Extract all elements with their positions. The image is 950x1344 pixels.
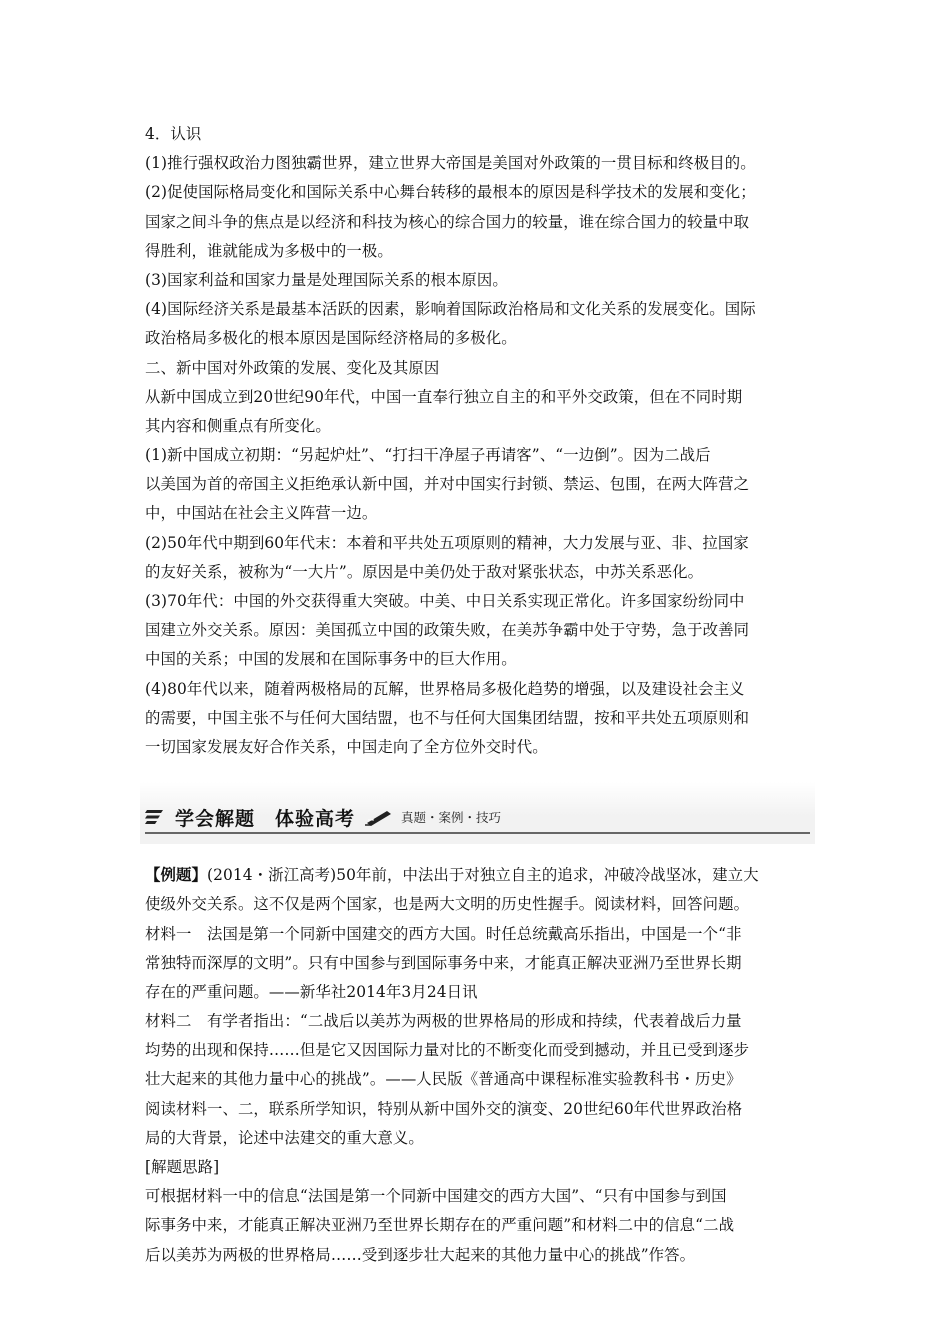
example-first-text: (2014・浙江高考)50年前，中法出于对独立自主的追求，冲破冷战坚冰，建立大 xyxy=(206,866,759,885)
example-text-line: 壮大起来的其他力量中心的挑战”。——人民版《普通高中课程标准实验教科书・历史》 xyxy=(145,1070,742,1089)
banner-title-learn: 学会解题 xyxy=(175,807,256,830)
text-line: 一切国家发展友好合作关系，中国走向了全方位外交时代。 xyxy=(145,737,548,756)
example-first-line xyxy=(145,861,810,890)
example-text-line: 存在的严重问题。——新华社2014年3月24日讯 xyxy=(145,982,478,1001)
document-body xyxy=(145,120,810,1270)
text-line: 的友好关系，被称为“一大片”。原因是中美仍处于敌对紧张状态，中苏关系恶化。 xyxy=(145,562,704,581)
example-text-line: 常独特而深厚的文明”。只有中国参与到国际事务中来，才能真正解决亚洲乃至世界长期 xyxy=(145,953,742,972)
example-text-line: 材料一 法国是第一个同新中国建交的西方大国。时任总统戴高乐指出，中国是一个“非 xyxy=(145,924,742,943)
pen-icon xyxy=(365,808,393,826)
example-lines xyxy=(145,890,810,1269)
example-text-line: 均势的出现和保持……但是它又因国际力量对比的不断变化而受到撼动，并且已受到逐步 xyxy=(145,1041,750,1060)
banner-row xyxy=(145,800,501,834)
text-line: 以美国为首的帝国主义拒绝承认新中国，并对中国实行封锁、禁运、包围，在两大阵营之 xyxy=(145,475,750,494)
text-line: 4．认识 xyxy=(145,125,202,143)
text-line: (1)推行强权政治力图独霸世界，建立世界大帝国是美国对外政策的一贯目标和终极目的。 xyxy=(145,154,756,173)
banner-subtitle: 真题・案例・技巧 xyxy=(401,810,502,826)
example-text-line: 阅读材料一、二，联系所学知识，特别从新中国外交的演变、20世纪60年代世界政治格 xyxy=(145,1099,743,1118)
text-line: (1)新中国成立初期：“另起炉灶”、“打扫干净屋子再请客”、“一边倒”。因为二战后 xyxy=(145,446,711,465)
text-line: 其内容和侧重点有所变化。 xyxy=(145,416,331,435)
example-text-line: 后以美苏为两极的世界格局……受到逐步壮大起来的其他力量中心的挑战”作答。 xyxy=(145,1245,696,1264)
text-line: 国家之间斗争的焦点是以经济和科技为核心的综合国力的较量，谁在综合国力的较量中取 xyxy=(145,212,750,231)
example-text-line: [解题思路] xyxy=(145,1158,220,1176)
banner-title-exam: 体验高考 xyxy=(275,807,356,830)
text-line: (2)促使国际格局变化和国际关系中心舞台转移的最根本的原因是科学技术的发展和变化； xyxy=(145,183,756,202)
text-line: (4)国际经济关系是最基本活跃的因素，影响着国际政治格局和文化关系的发展变化。国际 xyxy=(145,300,756,319)
text-line: (3)70年代：中国的外交获得重大突破。中美、中日关系实现正常化。许多国家纷纷同中 xyxy=(145,592,745,610)
section-international-relations xyxy=(145,120,810,762)
text-line: 政治格局多极化的根本原因是国际经济格局的多极化。 xyxy=(145,329,517,348)
banner-rule xyxy=(145,832,810,834)
text-line: 中国的关系；中国的发展和在国际事务中的巨大作用。 xyxy=(145,650,517,669)
example-text-line: 使级外交关系。这不仅是两个国家，也是两大文明的历史性握手。阅读材料，回答问题。 xyxy=(145,895,750,914)
text-line: 二、新中国对外政策的发展、变化及其原因 xyxy=(145,358,440,377)
example-tag: 【例题】 xyxy=(145,866,207,885)
text-line: 国建立外交关系。原因：美国孤立中国的政策失败，在美苏争霸中处于守势，急于改善同 xyxy=(145,621,750,640)
text-line: 中，中国站在社会主义阵营一边。 xyxy=(145,504,378,523)
text-line: 的需要，中国主张不与任何大国结盟，也不与任何大国集团结盟，按和平共处五项原则和 xyxy=(145,708,750,727)
example-text-line: 材料二 有学者指出：“二战后以美苏为两极的世界格局的形成和持续，代表着战后力量 xyxy=(145,1012,742,1031)
example-text-line: 局的大背景，论述中法建交的重大意义。 xyxy=(145,1128,424,1147)
text-line: 从新中国成立到20世纪90年代，中国一直奉行独立自主的和平外交政策，但在不同时期 xyxy=(145,387,743,406)
example-text-line: 可根据材料一中的信息“法国是第一个同新中国建交的西方大国”、“只有中国参与到国 xyxy=(145,1187,727,1206)
text-line: (2)50年代中期到60年代末：本着和平共处五项原则的精神，大力发展与亚、非、拉国家 xyxy=(145,533,749,552)
example-text-line: 际事务中来，才能真正解决亚洲乃至世界长期存在的严重问题”和材料二中的信息“二战 xyxy=(145,1216,735,1235)
text-line: (3)国家利益和国家力量是处理国际关系的根本原因。 xyxy=(145,270,508,289)
text-line: (4)80年代以来，随着两极格局的瓦解，世界格局多极化趋势的增强，以及建设社会主义 xyxy=(145,679,745,698)
example-section xyxy=(145,861,810,1270)
section-banner xyxy=(145,774,810,864)
text-line: 得胜利，谁就能成为多极中的一极。 xyxy=(145,241,393,260)
stripes-icon xyxy=(145,808,165,826)
